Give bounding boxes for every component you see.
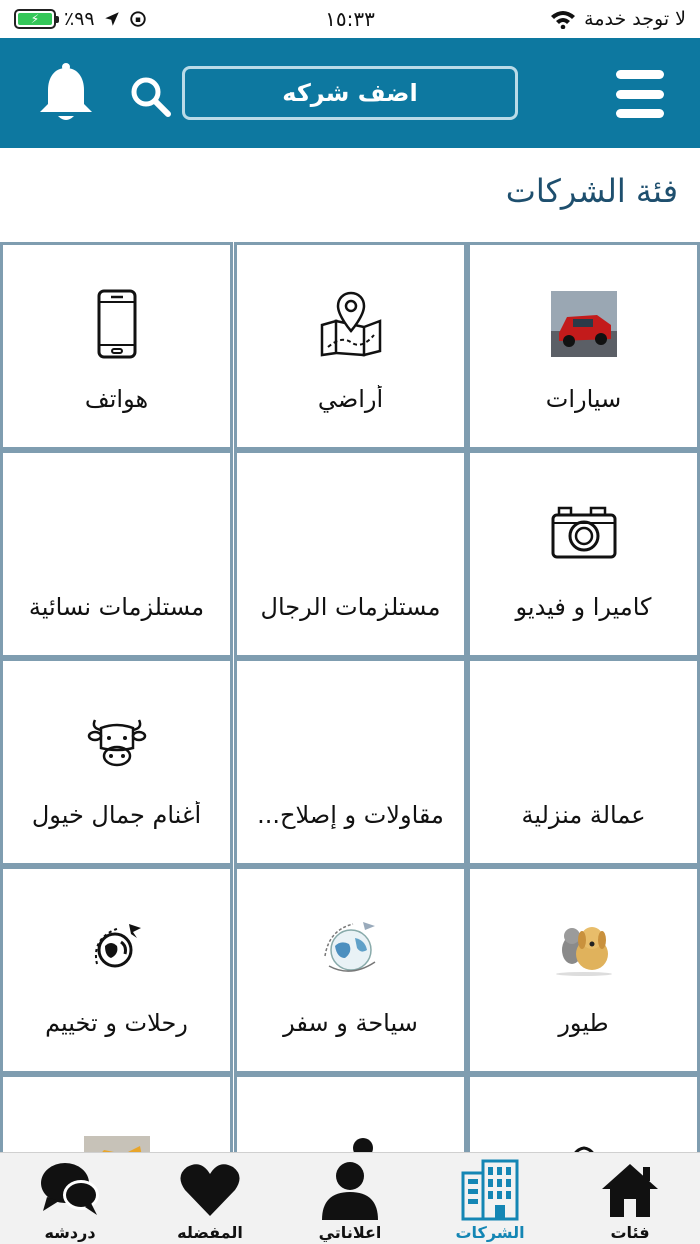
category-birds[interactable] [467,866,700,1074]
category-partial[interactable] [0,1074,233,1152]
building-icon [459,1159,521,1221]
battery-icon: ⚡ [14,9,56,29]
tab-label: اعلاناتي [318,1223,382,1242]
category-label: طيور [558,1009,609,1037]
category-label: مستلزمات نسائية [28,593,205,621]
category-contracting[interactable] [234,658,467,866]
tab-label: الشركات [455,1223,525,1242]
category-label: مستلزمات الرجال [260,593,441,621]
tab-label: المفضله [177,1223,243,1242]
status-right [550,8,686,30]
category-label: سيارات [545,385,622,413]
map-pin-icon [316,289,386,359]
search-icon[interactable] [128,74,172,118]
globe-travel-icon [316,913,386,983]
person-icon [549,1121,619,1152]
status-left [14,8,147,30]
status-time: ١٥:٣٣ [325,7,375,31]
category-partial[interactable] [234,1074,467,1152]
category-camera-video[interactable] [467,450,700,658]
category-partial[interactable] [467,1074,700,1152]
battery-percent: ٪٩٩ [64,8,95,30]
app-header [0,38,700,148]
category-cars[interactable] [467,242,700,450]
category-label: هواتف [84,385,149,413]
bell-icon[interactable] [36,62,96,126]
category-phones[interactable] [0,242,233,450]
dog-cat-photo-icon [549,913,619,983]
wifi-icon [550,9,576,29]
category-grid [0,242,700,1152]
category-label: أراضي [317,385,384,413]
tab-favorites[interactable] [140,1153,280,1244]
camera-icon [549,497,619,567]
hamburger-icon[interactable] [616,70,664,118]
category-men-supplies[interactable] [234,450,467,658]
category-women-supplies[interactable] [0,450,233,658]
tab-label: دردشه [44,1223,96,1242]
tab-my-ads[interactable] [280,1153,420,1244]
home-icon [599,1159,661,1221]
status-bar [0,0,700,38]
category-label: رحلات و تخييم [45,1009,188,1037]
rotation-lock-icon [129,10,147,28]
category-lands[interactable] [234,242,467,450]
user-photo-icon [316,1121,386,1152]
chat-icon [39,1159,101,1221]
tab-chat[interactable] [0,1153,140,1244]
category-label: سياحة و سفر [283,1009,418,1037]
category-domestic-workers[interactable] [467,658,700,866]
category-tourism-travel[interactable] [234,866,467,1074]
add-company-button[interactable]: اضف شركه [182,66,518,120]
carrier-text: لا توجد خدمة [584,8,686,30]
category-label: أغنام جمال خيول [31,801,202,829]
mobile-phone-icon [82,289,152,359]
section-title: فئة الشركات [505,172,678,210]
category-label: عمالة منزلية [521,801,646,829]
category-trips-camping[interactable] [0,866,233,1074]
cow-icon [82,705,152,775]
globe-plane-icon [82,913,152,983]
heart-icon [179,1159,241,1221]
tab-label: فئات [610,1223,650,1242]
tab-categories[interactable] [560,1153,700,1244]
category-livestock[interactable] [0,658,233,866]
tab-bar [0,1152,700,1244]
location-arrow-icon [103,10,121,28]
category-label: مقاولات و إصلاح... [257,801,444,829]
car-photo-icon [549,289,619,359]
tab-companies[interactable] [420,1153,560,1244]
category-label: كاميرا و فيديو [515,593,652,621]
user-icon [319,1159,381,1221]
food-photo-icon [82,1121,152,1152]
